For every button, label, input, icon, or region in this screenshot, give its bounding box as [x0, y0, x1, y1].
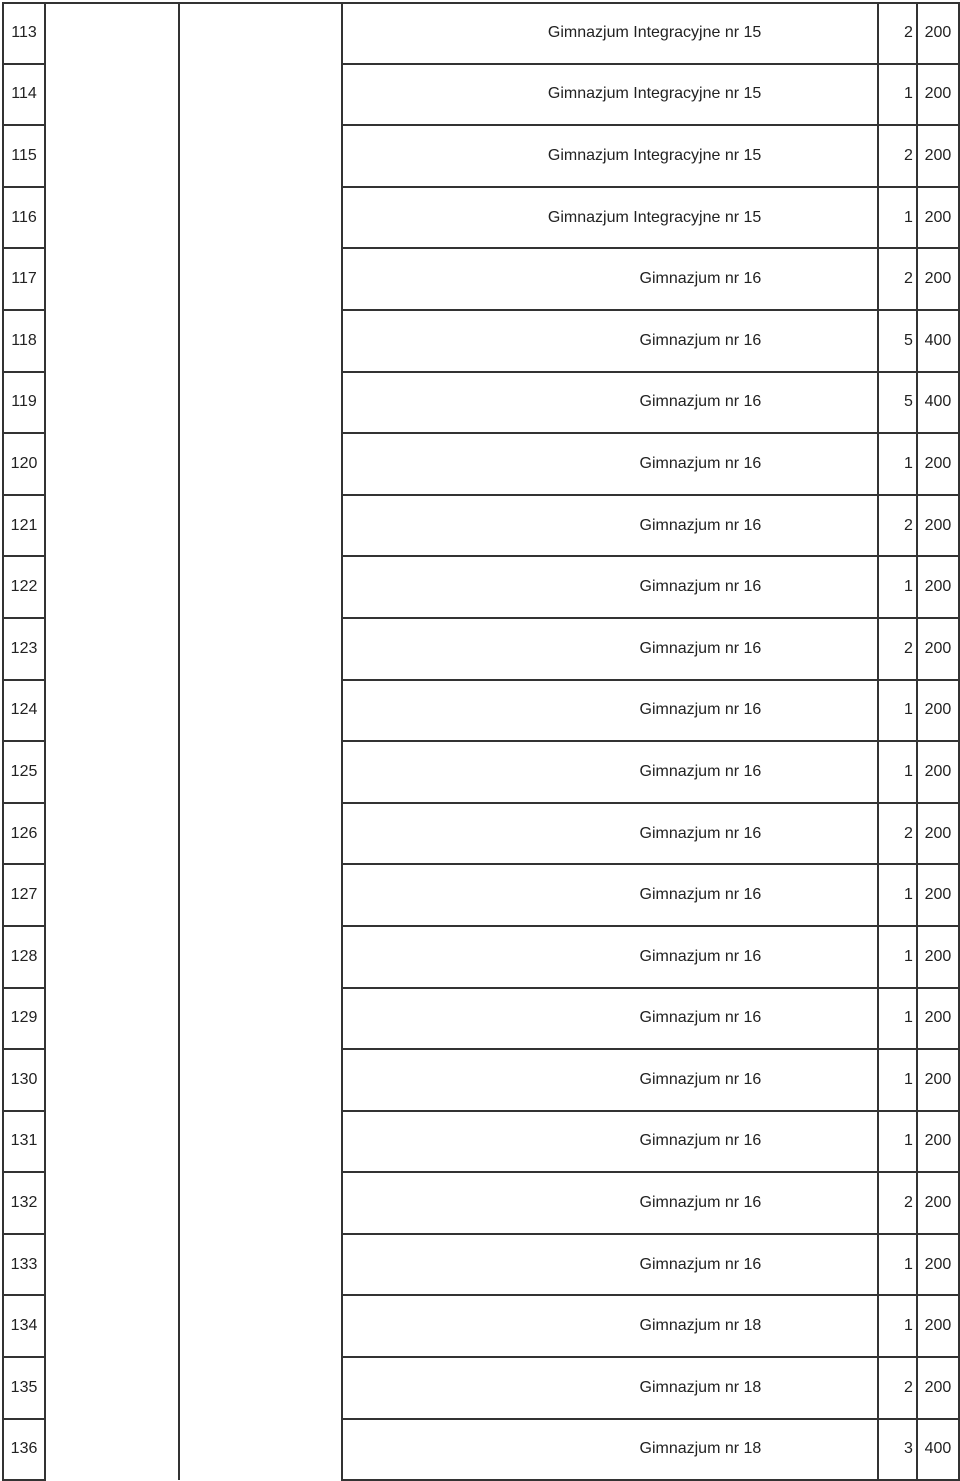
school-name-cell: Gimnazjum nr 16	[342, 433, 878, 495]
school-name-cell: Gimnazjum Integracyjne nr 15	[342, 64, 878, 126]
empty-cell	[45, 64, 179, 126]
row-number-cell: 136	[3, 1419, 45, 1481]
school-name-cell: Gimnazjum nr 16	[342, 864, 878, 926]
table-row	[3, 864, 959, 926]
empty-cell	[179, 248, 342, 310]
empty-cell	[45, 495, 179, 557]
table-row	[3, 1357, 959, 1419]
amount-cell: 200	[917, 1111, 959, 1173]
row-number-cell: 133	[3, 1234, 45, 1296]
amount-cell: 200	[917, 1234, 959, 1296]
amount-cell: 200	[917, 187, 959, 249]
table-row	[3, 310, 959, 372]
empty-cell	[45, 1234, 179, 1296]
row-number-cell: 120	[3, 433, 45, 495]
quantity-cell: 1	[878, 680, 917, 742]
row-number-cell: 117	[3, 248, 45, 310]
row-number-cell: 126	[3, 803, 45, 865]
school-name-cell: Gimnazjum nr 16	[342, 310, 878, 372]
school-name-cell: Gimnazjum nr 16	[342, 926, 878, 988]
school-name-cell: Gimnazjum nr 16	[342, 803, 878, 865]
school-name-cell: Gimnazjum nr 16	[342, 556, 878, 618]
school-name-cell: Gimnazjum nr 16	[342, 1111, 878, 1173]
empty-cell	[179, 3, 342, 64]
school-name-cell: Gimnazjum nr 18	[342, 1357, 878, 1419]
table-row	[3, 926, 959, 988]
empty-cell	[45, 1357, 179, 1419]
empty-cell	[179, 310, 342, 372]
school-name-cell: Gimnazjum nr 16	[342, 248, 878, 310]
school-name-cell: Gimnazjum nr 16	[342, 988, 878, 1050]
quantity-cell: 1	[878, 187, 917, 249]
amount-cell: 200	[917, 3, 959, 64]
empty-cell	[45, 125, 179, 187]
table-row	[3, 495, 959, 557]
empty-cell	[179, 64, 342, 126]
empty-cell	[179, 618, 342, 680]
school-name-cell: Gimnazjum nr 16	[342, 741, 878, 803]
amount-cell: 400	[917, 1419, 959, 1481]
table-row	[3, 1049, 959, 1111]
row-number-cell: 116	[3, 187, 45, 249]
quantity-cell: 2	[878, 125, 917, 187]
row-number-cell: 127	[3, 864, 45, 926]
empty-cell	[179, 1357, 342, 1419]
quantity-cell: 1	[878, 864, 917, 926]
quantity-cell: 2	[878, 248, 917, 310]
table-row	[3, 1172, 959, 1234]
table-row	[3, 680, 959, 742]
row-number-cell: 124	[3, 680, 45, 742]
row-number-cell: 115	[3, 125, 45, 187]
table-body	[3, 3, 959, 1480]
table-row	[3, 1419, 959, 1481]
table-row	[3, 988, 959, 1050]
empty-cell	[45, 618, 179, 680]
row-number-cell: 125	[3, 741, 45, 803]
table-row	[3, 64, 959, 126]
school-name-cell: Gimnazjum nr 18	[342, 1295, 878, 1357]
quantity-cell: 1	[878, 741, 917, 803]
empty-cell	[179, 433, 342, 495]
school-name-cell: Gimnazjum nr 16	[342, 618, 878, 680]
empty-cell	[45, 988, 179, 1050]
quantity-cell: 2	[878, 495, 917, 557]
empty-cell	[179, 372, 342, 434]
table-row	[3, 187, 959, 249]
school-name-cell: Gimnazjum Integracyjne nr 15	[342, 3, 878, 64]
amount-cell: 200	[917, 926, 959, 988]
empty-cell	[179, 741, 342, 803]
quantity-cell: 1	[878, 1111, 917, 1173]
empty-cell	[45, 1295, 179, 1357]
data-table	[2, 2, 960, 1481]
table-row	[3, 741, 959, 803]
row-number-cell: 128	[3, 926, 45, 988]
empty-cell	[45, 1172, 179, 1234]
quantity-cell: 5	[878, 310, 917, 372]
amount-cell: 200	[917, 864, 959, 926]
table-row	[3, 248, 959, 310]
quantity-cell: 1	[878, 1295, 917, 1357]
empty-cell	[45, 372, 179, 434]
table-row	[3, 1234, 959, 1296]
empty-cell	[179, 680, 342, 742]
amount-cell: 200	[917, 988, 959, 1050]
school-name-cell: Gimnazjum nr 16	[342, 495, 878, 557]
school-name-cell: Gimnazjum Integracyjne nr 15	[342, 187, 878, 249]
table-row	[3, 556, 959, 618]
empty-cell	[179, 1295, 342, 1357]
school-name-cell: Gimnazjum nr 18	[342, 1419, 878, 1481]
amount-cell: 200	[917, 64, 959, 126]
empty-cell	[179, 926, 342, 988]
row-number-cell: 129	[3, 988, 45, 1050]
amount-cell: 400	[917, 372, 959, 434]
row-number-cell: 130	[3, 1049, 45, 1111]
table-row	[3, 3, 959, 64]
amount-cell: 200	[917, 618, 959, 680]
empty-cell	[45, 803, 179, 865]
empty-cell	[45, 926, 179, 988]
row-number-cell: 118	[3, 310, 45, 372]
row-number-cell: 121	[3, 495, 45, 557]
empty-cell	[179, 187, 342, 249]
row-number-cell: 132	[3, 1172, 45, 1234]
quantity-cell: 1	[878, 988, 917, 1050]
amount-cell: 200	[917, 433, 959, 495]
quantity-cell: 2	[878, 618, 917, 680]
row-number-cell: 114	[3, 64, 45, 126]
empty-cell	[179, 1172, 342, 1234]
quantity-cell: 5	[878, 372, 917, 434]
quantity-cell: 1	[878, 64, 917, 126]
quantity-cell: 2	[878, 803, 917, 865]
amount-cell: 200	[917, 741, 959, 803]
amount-cell: 200	[917, 1295, 959, 1357]
empty-cell	[45, 741, 179, 803]
table-row	[3, 1111, 959, 1173]
school-name-cell: Gimnazjum nr 16	[342, 680, 878, 742]
empty-cell	[45, 248, 179, 310]
row-number-cell: 135	[3, 1357, 45, 1419]
school-name-cell: Gimnazjum nr 16	[342, 1049, 878, 1111]
empty-cell	[45, 680, 179, 742]
row-number-cell: 123	[3, 618, 45, 680]
amount-cell: 200	[917, 556, 959, 618]
school-name-cell: Gimnazjum nr 16	[342, 1172, 878, 1234]
amount-cell: 200	[917, 1172, 959, 1234]
empty-cell	[179, 495, 342, 557]
empty-cell	[179, 1419, 342, 1481]
amount-cell: 200	[917, 495, 959, 557]
quantity-cell: 2	[878, 1357, 917, 1419]
empty-cell	[45, 310, 179, 372]
quantity-cell: 1	[878, 1234, 917, 1296]
amount-cell: 200	[917, 1357, 959, 1419]
amount-cell: 400	[917, 310, 959, 372]
empty-cell	[45, 556, 179, 618]
quantity-cell: 1	[878, 1049, 917, 1111]
amount-cell: 200	[917, 680, 959, 742]
table-row	[3, 803, 959, 865]
empty-cell	[179, 125, 342, 187]
empty-cell	[179, 1049, 342, 1111]
empty-cell	[179, 1234, 342, 1296]
table-row	[3, 618, 959, 680]
empty-cell	[45, 187, 179, 249]
row-number-cell: 131	[3, 1111, 45, 1173]
quantity-cell: 2	[878, 3, 917, 64]
empty-cell	[45, 864, 179, 926]
amount-cell: 200	[917, 248, 959, 310]
empty-cell	[179, 803, 342, 865]
quantity-cell: 3	[878, 1419, 917, 1481]
row-number-cell: 113	[3, 3, 45, 64]
empty-cell	[45, 1419, 179, 1481]
school-name-cell: Gimnazjum Integracyjne nr 15	[342, 125, 878, 187]
table-row	[3, 433, 959, 495]
table-row	[3, 125, 959, 187]
empty-cell	[45, 433, 179, 495]
amount-cell: 200	[917, 125, 959, 187]
empty-cell	[179, 556, 342, 618]
quantity-cell: 1	[878, 433, 917, 495]
quantity-cell: 2	[878, 1172, 917, 1234]
row-number-cell: 134	[3, 1295, 45, 1357]
row-number-cell: 122	[3, 556, 45, 618]
empty-cell	[45, 1111, 179, 1173]
empty-cell	[45, 3, 179, 64]
empty-cell	[179, 988, 342, 1050]
empty-cell	[179, 1111, 342, 1173]
school-name-cell: Gimnazjum nr 16	[342, 372, 878, 434]
table-row	[3, 372, 959, 434]
row-number-cell: 119	[3, 372, 45, 434]
amount-cell: 200	[917, 803, 959, 865]
quantity-cell: 1	[878, 926, 917, 988]
empty-cell	[179, 864, 342, 926]
empty-cell	[45, 1049, 179, 1111]
amount-cell: 200	[917, 1049, 959, 1111]
school-name-cell: Gimnazjum nr 16	[342, 1234, 878, 1296]
quantity-cell: 1	[878, 556, 917, 618]
table-row	[3, 1295, 959, 1357]
